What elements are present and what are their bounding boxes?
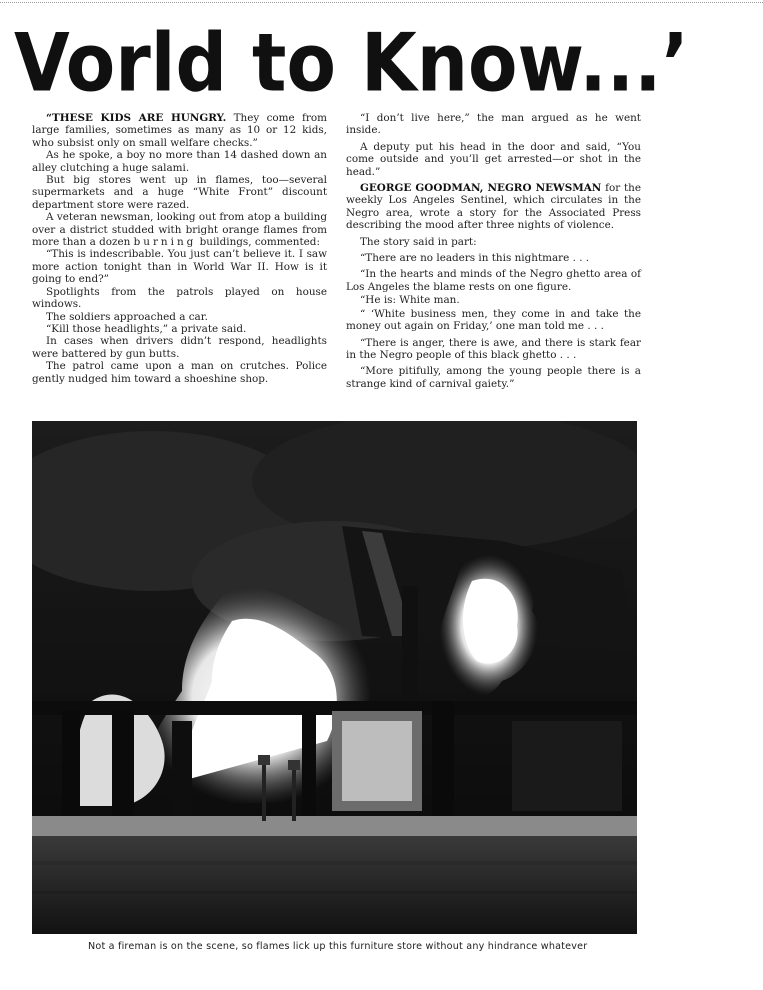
- headline: Vorld to Know...’: [14, 15, 689, 110]
- lead-in: GEORGE GOODMAN, NEGRO NEWSMAN: [360, 182, 602, 195]
- photo-burning-store: [32, 421, 637, 934]
- paragraph: A deputy put his head in the door and said, “You come outside and you’ll get arrested—or shot in the head.”: [346, 140, 641, 178]
- paragraph: A veteran newsman, looking out from atop a building over a district studded with bright orange flames from more than a dozen burning buildings, commented:: [32, 211, 327, 249]
- photo-caption: Not a fireman is on the scene, so flames lick up this furniture store without any hindrance whatever: [88, 941, 588, 952]
- paragraph: But big stores went up in flames, too—several supermarkets and a huge “White Front” discount department store were razed.: [32, 174, 327, 211]
- paragraph: “There are no leaders in this nightmare . . .: [360, 252, 590, 265]
- page-top-rule: [0, 2, 763, 3]
- paragraph: “I don’t live here,” the man argued as he went inside.: [346, 112, 641, 137]
- paragraph: The soldiers approached a car.: [46, 310, 208, 323]
- paragraph: “He is: White man.: [360, 294, 460, 307]
- left-column: [32, 112, 327, 385]
- paragraph: “This is indescribable. You just can’t believe it. I saw more action tonight than in World War II. How is it going to end?”: [32, 248, 327, 286]
- paragraph: Spotlights from the patrols played on house windows.: [32, 285, 327, 311]
- paragraph: GEORGE GOODMAN, NEGRO NEWSMAN for the weekly Los Angeles Sentinel, which circulates in the Negro area, wrote a story for the Associated Press describing the mood after three nights of violence.: [346, 182, 641, 232]
- paragraph: “More pitifully, among the young people there is a strange kind of carnival gaiety.”: [346, 365, 641, 390]
- paragraph: “In the hearts and minds of the Negro ghetto area of Los Angeles the blame rests on one figure.: [346, 268, 641, 293]
- right-column: [346, 112, 641, 394]
- paragraph: In cases when drivers didn’t respond, headlights were battered by gun butts.: [32, 335, 327, 360]
- lead-in: “THESE KIDS ARE HUNGRY.: [46, 112, 227, 124]
- building-on-fire-icon: [32, 421, 637, 934]
- paragraph: As he spoke, a boy no more than 14 dashed down an alley clutching a huge salami.: [32, 149, 327, 174]
- paragraph: “THESE KIDS ARE HUNGRY. They come from large families, sometimes as many as 10 or 12 kids, who subsist only on small welfare checks.”: [32, 112, 327, 149]
- paragraph: The patrol came upon a man on crutches. Police gently nudged him toward a shoeshine shop.: [32, 360, 327, 385]
- paragraph: “Kill those headlights,” a private said.: [46, 322, 247, 335]
- paragraph: The story said in part:: [360, 235, 477, 248]
- paragraph: “There is anger, there is awe, and there is stark fear in the Negro people of this black ghetto . . .: [346, 336, 641, 361]
- paragraph: “ ‘White business men, they come in and take the money out again on Friday,’ one man told me . . .: [346, 307, 641, 333]
